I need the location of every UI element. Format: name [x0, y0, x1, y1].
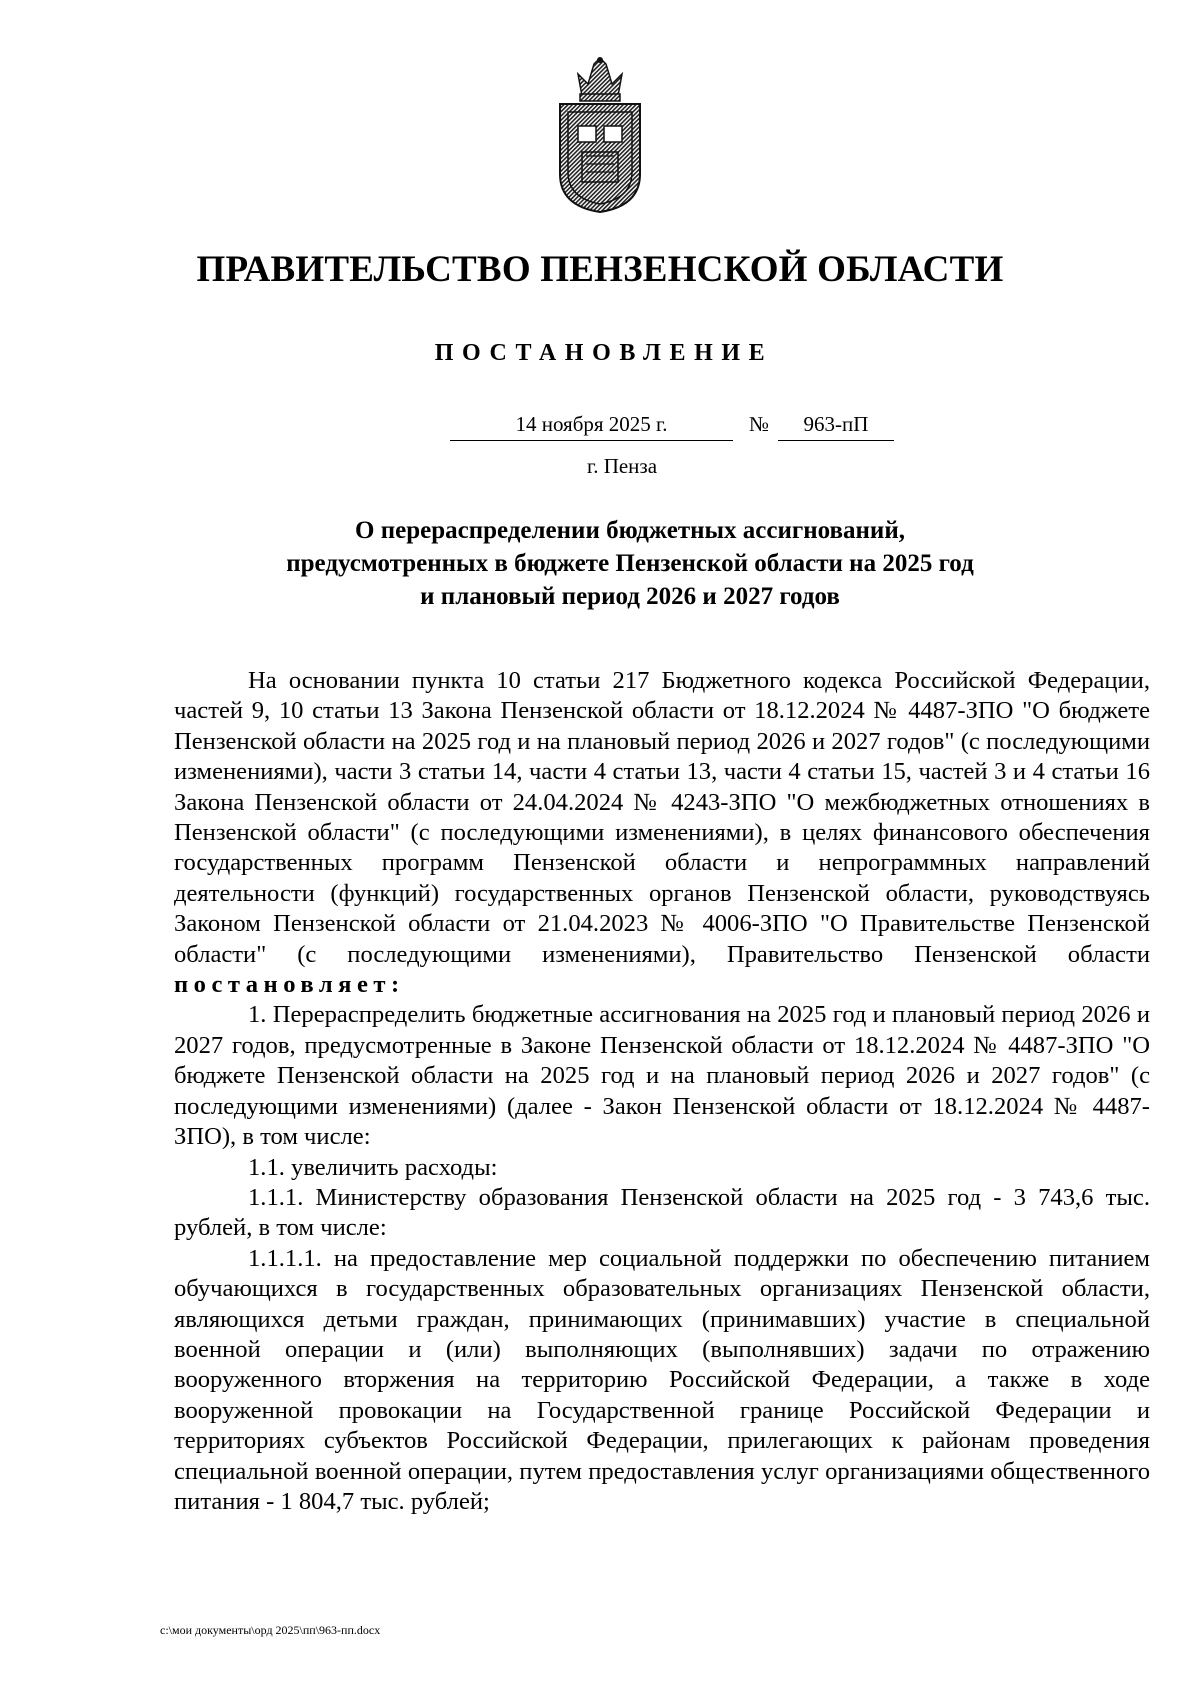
preamble-paragraph: [174, 666, 1150, 1000]
city: г. Пенза: [586, 454, 658, 478]
body-paragraph: 1.1.1.1. на предоставление мер социальной поддержки по обеспечению питанием обучающихся в государственных образовательных организациях Пензенской области, являющихся детьми граждан, принимающих (принимавших) участие в специальной военной операции и (или) выполняющих (выполнявших) задачи по отражению вооруженного вторжения на территорию Российской Федерации, а также в ходе вооруженной провокации на Государственной границе Российской Федерации и территориях субъектов Российской Федерации, прилегающих к районам проведения специальной военной операции, путем предоставления услуг организациями общественного питания - 1 804,7 тыс. рублей;: [174, 1244, 1150, 1515]
footer-file-path: c:\мои документы\орд 2025\пп\963-пп.docx: [160, 1623, 381, 1637]
document-type: ПОСТАНОВЛЕНИЕ: [434, 340, 774, 366]
preamble-text: На основании пункта 10 статьи 217 Бюджетного кодекса Российской Федерации, частей 9, 10 статьи 13 Закона Пензенской области от 18.12.2024 № 4487-ЗПО "О бюджете Пензенской области на 2025 год и на плановый период 2026 и 2027 годов" (с последующими изменениями), части 3 статьи 14, части 4 статьи 13, части 4 статьи 15, частей 3 и 4 статьи 16 Закона Пензенской области от 24.04.2024 № 4243-ЗПО "О межбюджетных отношениях в Пензенской области" (с последующими изменениями), в целях финансового обеспечения государственных программ Пензенской области и непрограммных направлений деятельности (функций) государственных органов Пензенской области, руководствуясь Законом Пензенской области от 21.04.2023 № 4006-ЗПО "О Правительстве Пензенской области" (с последующими изменениями), Правительство Пензенской области: [174, 667, 1150, 968]
subject-line: предусмотренных в бюджете Пензенской области на 2025 год: [286, 550, 974, 577]
body-paragraph: 1. Перераспределить бюджетные ассигнования на 2025 год и плановый период 2026 и 2027 годов, предусмотренные в Законе Пензенской области от 18.12.2024 № 4487-ЗПО "О бюджете Пензенской области на 2025 год и на плановый период 2026 и 2027 годов" (с последующими изменениями) (далее - Закон Пензенской области от 18.12.2024 № 4487-ЗПО), в том числе:: [174, 1001, 1150, 1151]
document-subject: [240, 514, 1020, 613]
subject-line: и плановый период 2026 и 2027 годов: [420, 583, 840, 610]
document-body: [174, 666, 1150, 1517]
government-title: ПРАВИТЕЛЬСТВО ПЕНЗЕНСКОЙ ОБЛАСТИ: [196, 249, 1004, 290]
resolves-word: постановляет:: [174, 971, 405, 999]
subject-line: О перераспределении бюджетных ассигнований,: [355, 517, 905, 544]
coat-of-arms-icon: [552, 56, 648, 214]
number-sign: №: [748, 412, 770, 436]
body-paragraph: 1.1.1. Министерству образования Пензенской области на 2025 год - 3 743,6 тыс. рублей, в том числе:: [174, 1183, 1150, 1242]
document-number: 963-пП: [778, 409, 894, 441]
body-paragraph: 1.1. увеличить расходы:: [248, 1153, 498, 1181]
document-date: 14 ноября 2025 г.: [450, 409, 733, 441]
